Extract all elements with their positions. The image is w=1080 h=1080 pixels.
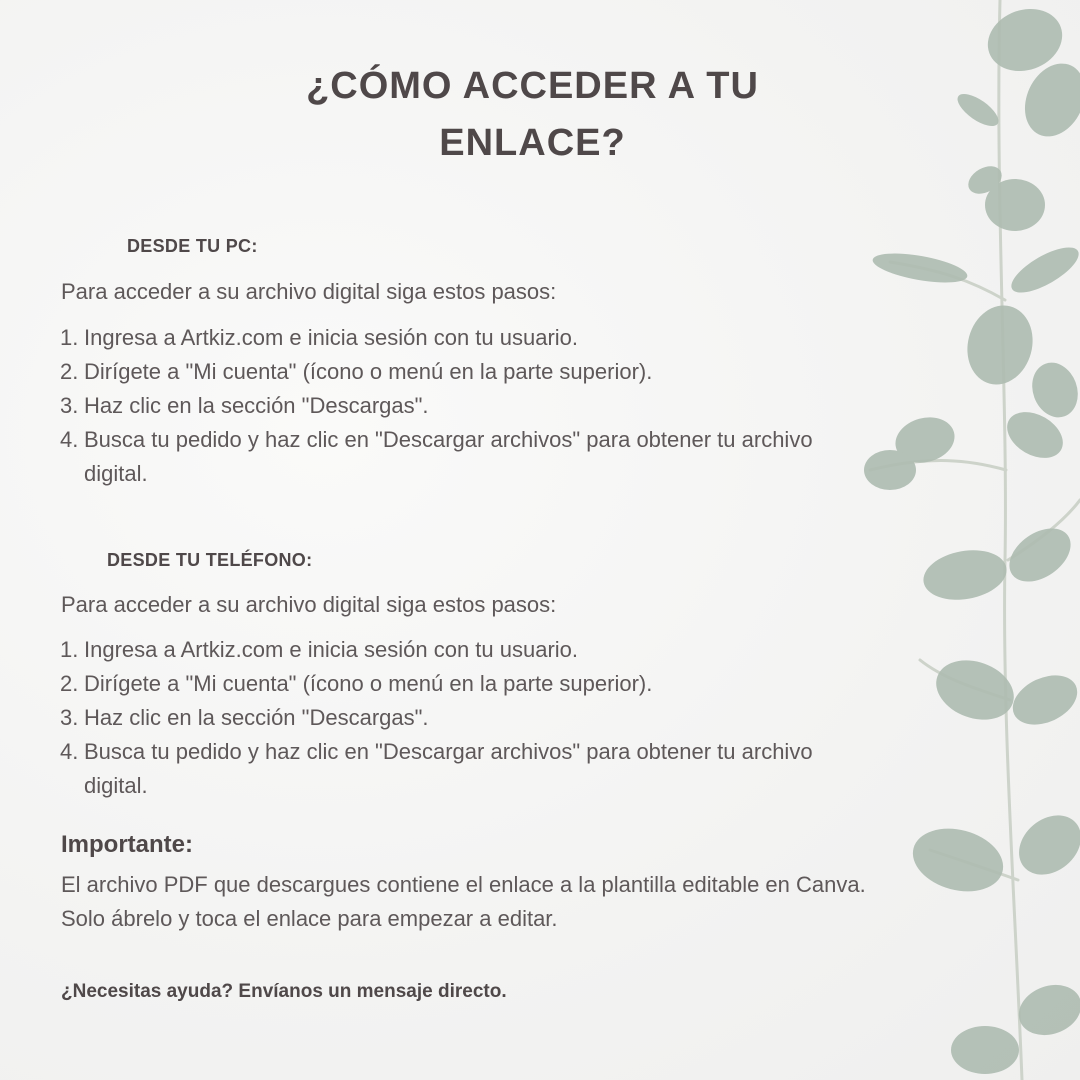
step-text: Busca tu pedido y haz clic en "Descargar archivos" para obtener tu archivo digital. <box>84 739 813 798</box>
step-text: Haz clic en la sección "Descargas". <box>84 393 429 418</box>
step-number: 2. <box>60 359 79 384</box>
phone-intro-text: Para acceder a su archivo digital siga estos pasos: <box>61 592 557 617</box>
step-text: Ingresa a Artkiz.com e inicia sesión con tu usuario. <box>84 325 579 350</box>
step-text: Ingresa a Artkiz.com e inicia sesión con tu usuario. <box>84 637 579 662</box>
step-text: Dirígete a "Mi cuenta" (ícono o menú en la parte superior). <box>84 359 653 384</box>
list-item <box>60 633 850 667</box>
step-number: 2. <box>60 671 79 696</box>
list-item <box>60 667 850 701</box>
pc-intro-text: Para acceder a su archivo digital siga estos pasos: <box>61 279 557 304</box>
title-line-1: ¿CÓMO ACCEDER A TU <box>306 65 759 107</box>
list-item <box>60 701 850 735</box>
step-number: 4. <box>60 427 79 452</box>
step-number: 1. <box>60 325 79 350</box>
step-text: Dirígete a "Mi cuenta" (ícono o menú en la parte superior). <box>84 671 653 696</box>
step-number: 1. <box>60 637 79 662</box>
help-text: ¿Necesitas ayuda? Envíanos un mensaje directo. <box>61 981 507 1002</box>
step-number: 3. <box>60 705 79 730</box>
title-line-2: ENLACE? <box>439 122 626 164</box>
list-item <box>60 423 850 491</box>
page-title <box>240 58 825 172</box>
step-text: Haz clic en la sección "Descargas". <box>84 705 429 730</box>
step-number: 3. <box>60 393 79 418</box>
list-item <box>60 321 850 355</box>
step-text: Busca tu pedido y haz clic en "Descargar archivos" para obtener tu archivo digital. <box>84 427 813 486</box>
list-item <box>60 389 850 423</box>
list-item <box>60 355 850 389</box>
list-item <box>60 735 850 803</box>
step-number: 4. <box>60 739 79 764</box>
pc-section-heading: DESDE TU PC: <box>127 236 258 256</box>
pc-steps-list <box>60 321 850 491</box>
important-text: El archivo PDF que descargues contiene el enlace a la plantilla editable en Canva. Solo ábrelo y toca el enlace para empezar a editar. <box>61 872 866 931</box>
phone-section-heading: DESDE TU TELÉFONO: <box>107 550 313 570</box>
important-label: Importante: <box>61 831 193 858</box>
phone-steps-list <box>60 633 850 803</box>
